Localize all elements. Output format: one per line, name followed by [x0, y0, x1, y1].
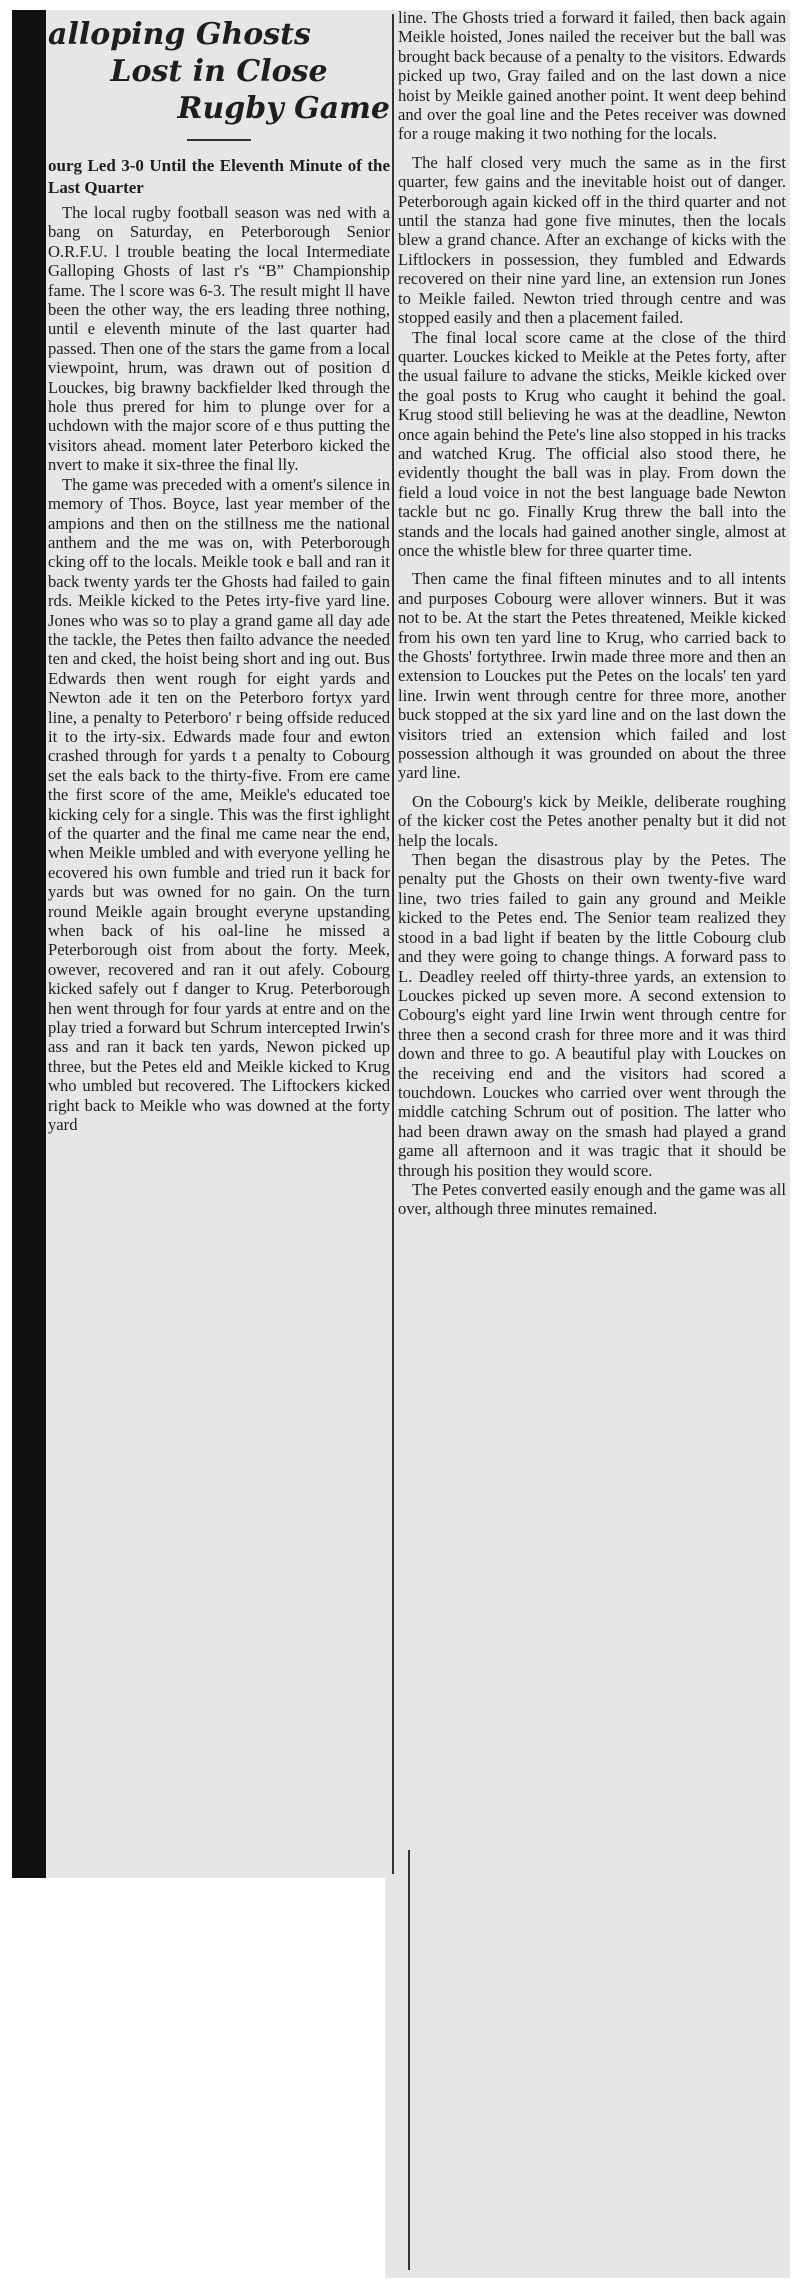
- headline-line: Lost in Close: [110, 54, 328, 89]
- column-rule: [408, 1850, 410, 2270]
- paragraph: The local rugby football season was ned with a bang on Saturday, en Peterborough Senior O.R.F.U. l trouble beating the local Intermediate Galloping Ghosts of last r's “B” Championship fame. The l score was 6-3. The result might ll have been the other way, the ers leading three nothing, until e eleventh minute of the last quarter had passed. Then one of the stars the game from a local viewpoint, hrum, was drawn out of position d Louckes, big brawny backfielder lked through the hole thus prered for him to plunge over for a uchdown with the major score of e thus putting the visitors ahead. moment later Peterboro kicked the nvert to make it six-three the final lly.: [48, 203, 390, 475]
- subheadline: ourg Led 3-0 Until the Eleventh Minute of the Last Quarter: [48, 156, 390, 197]
- headline: [48, 16, 390, 127]
- paragraph: The final local score came at the close of the third quarter. Louckes kicked to Meikle at the Petes forty, after the usual failure to advane the sticks, Meikle kicked over the goal posts to Krug who caught it behind the goal. Krug stood still believing he was at the deadline, Newton once again behind the Pete's line also stopped in his tracks and watched Krug. The official also stood there, he evidently thought the ball was in play. From down the field a loud voice in not the best language bade Newton tackle but nc go. Finally Krug threw the ball into the stands and the locals had gained another single, almost at once the whistle blew for three quarter time.: [398, 327, 786, 560]
- headline-line: Rugby Game: [177, 91, 390, 126]
- paragraph: Then began the disastrous play by the Petes. The penalty put the Ghosts on their own twenty-five ward line, two tries failed to gain any ground and Meikle kicked to the Petes end. The Senior team realized they stood in a bad light if beaten by the little Cobourg club and they were going to change things. A forward pass to L. Deadley reeled off thirty-three yards, an extension to Louckes picked up seven more. A second extension to Cobourg's eight yard line Irwin went through centre for three then a second crash for three more and it was third down and three to go. A beautiful play with Louckes on the receiving end and the visitors had scored a touchdown. Louckes who carried over went through the middle catching Schrum out of position. The latter who had been drawn away on the smash had played a grand game all afternoon and it was tragic that it should be through his position they would score.: [398, 850, 786, 1180]
- column-rule: [392, 14, 394, 1874]
- paragraph: The Petes converted easily enough and the game was all over, although three minutes remained.: [398, 1179, 786, 1219]
- left-column: [48, 12, 390, 1135]
- paragraph: line. The Ghosts tried a forward it failed, then back again Meikle hoisted, Jones nailed the receiver but the ball was brought back because of a penalty to the visitors. Edwards picked up two, Gray failed and on the last down a nice hoist by Meikle gained another point. It went deep behind and over the goal line and the Petes receiver was downed for a rouge making it two nothing for the locals.: [398, 8, 786, 144]
- right-column: [398, 8, 786, 1219]
- paragraph: The half closed very much the same as in the first quarter, few gains and the inevitable hoist out of danger. Peterborough again kicked off in the third quarter and not until the stanza had gone five minutes, then the locals blew a grand chance. After an exchange of kicks with the Liftlockers in possession, they fumbled and Edwards recovered on their nine yard line, an extension run Jones to Meikle failed. Newton tried through centre and was stopped easily and then a placement failed.: [398, 152, 786, 328]
- paragraph: Then came the final fifteen minutes and to all intents and purposes Cobourg were allover winners. But it was not to be. At the start the Petes threatened, Meikle kicked from his own ten yard line to Krug, who carried back to the Ghosts' fortythree. Irwin made three more and then an extension to Louckes put the Petes on the locals' ten yard line. Irwin went through centre for three more, another buck stopped at the six yard line and on the last down the visitors tried an extension which failed and lost possession although it was grounded on about the three yard line.: [398, 569, 786, 783]
- binding-shadow: [12, 10, 46, 1878]
- paragraph: The game was preceded with a oment's silence in memory of Thos. Boyce, last year member of the ampions and then on the stillness me the national anthem and the me was on, with Peterborough cking off to the locals. Meikle took e ball and ran it back twenty yards ter the Ghosts had failed to gain rds. Meikle kicked to the Petes irty-five yard line. Jones who was so to play a grand game all day ade the tackle, the Petes then failto advance the needed ten and cked, the hoist being short and ing out. Bus Edwards then went rough for eight yards and Newton ade it ten on the Peterboro fortyx yard line, a penalty to Peterboro' r being offside reduced it to the irty-six. Edwards made four and ewton crashed through for yards t a penalty to Cobourg set the eals back to the thirty-five. From ere came the first score of the ame, Meikle's educated toe kicking cely for a single. This was the first ighlight of the quarter and the final me came near the end, when Meikle umbled and with everyone yelling he ecovered his own fumble and tried run it back for yards but was owned for no gain. On the turn round Meikle again brought everyne upstanding when back of his oal-line he missed a Peterborough oist from about the forty. Meek, owever, recovered and ran it out afely. Cobourg kicked safely out f danger to Krug. Peterborough hen went through for four yards at entre and on the play tried a forward but Schrum intercepted Irwin's ass and ran it back ten yards, Newon picked up three, but the Petes eld and Meikle kicked to Krug who umbled but recovered. The Liftockers kicked right back to Meikle who was downed at the forty yard: [48, 474, 390, 1135]
- paragraph: On the Cobourg's kick by Meikle, deliberate roughing of the kicker cost the Petes another penalty but it did not help the locals.: [398, 791, 786, 850]
- divider: [187, 139, 251, 141]
- headline-line: alloping Ghosts: [48, 17, 311, 52]
